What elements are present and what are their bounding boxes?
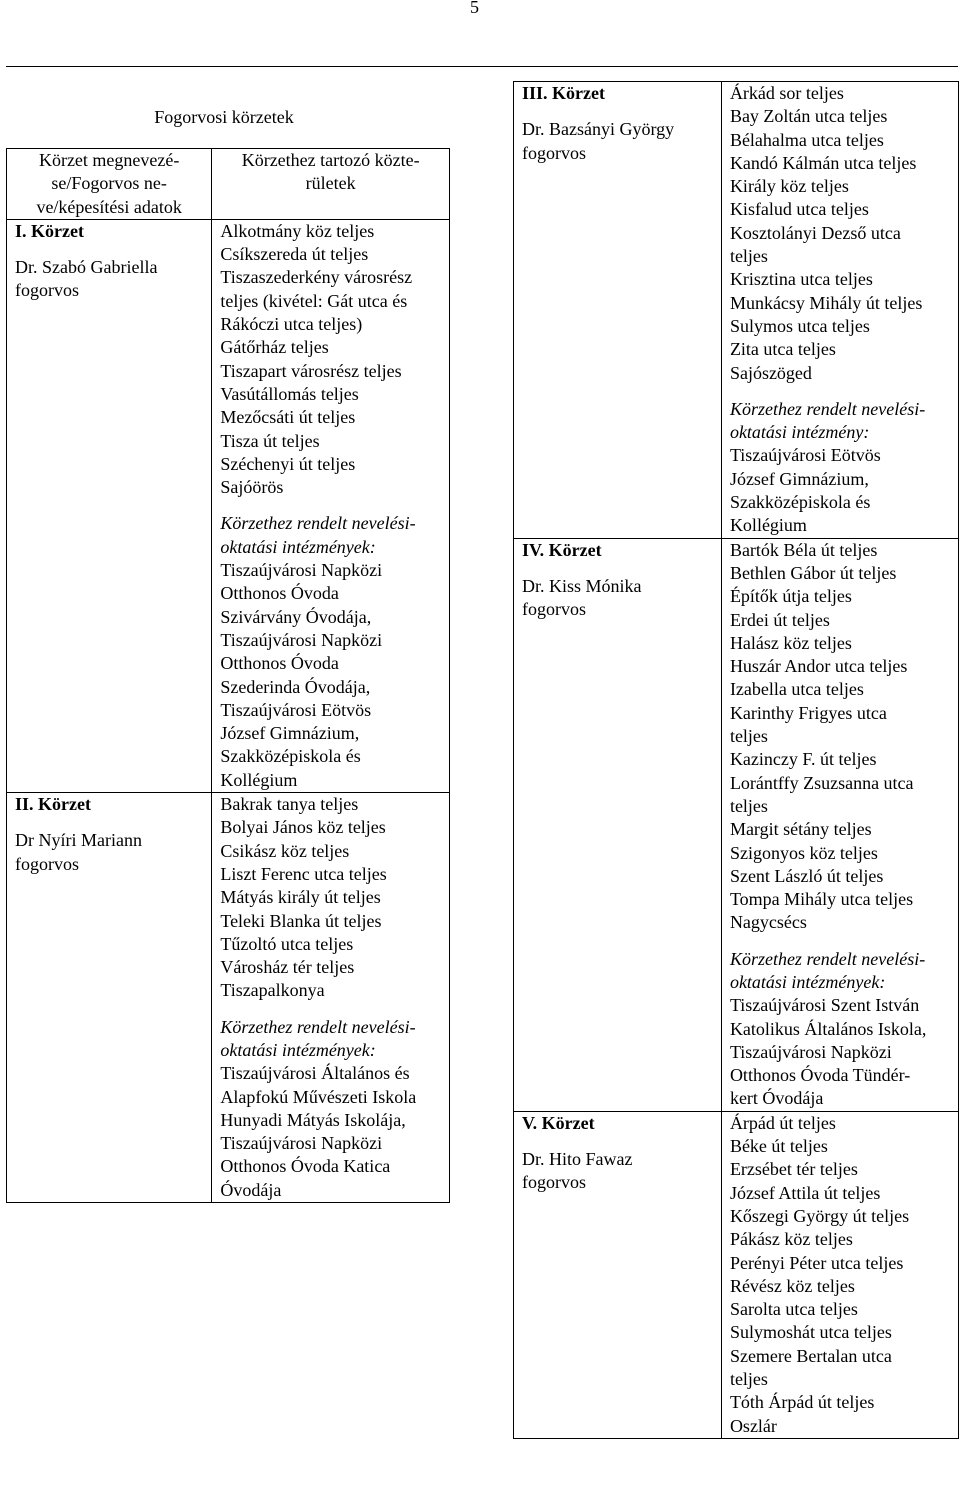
street-item: Városház tér teljes (220, 957, 355, 978)
district-streets-cell (212, 793, 450, 1203)
institution-item: József Gimnázium, (729, 468, 869, 489)
header-line: Körzet megnevezé- (38, 150, 180, 170)
doctor-role: fogorvos (15, 280, 79, 301)
street-item: Csikász köz teljes (220, 840, 350, 861)
street-item: Kosztolányi Dezső utca (729, 222, 901, 243)
institution-item: kert Óvodája (729, 1088, 824, 1109)
district-name: I. Körzet (15, 220, 84, 241)
header-line: se/Fogorvos ne- (51, 173, 167, 194)
street-item: Béke út teljes (729, 1136, 828, 1157)
street-item: Bethlen Gábor út teljes (729, 562, 897, 583)
street-item: teljes (729, 246, 768, 267)
institution-item: Tiszaújvárosi Eötvös (729, 445, 881, 466)
institution-item: Tiszaújvárosi Általános és (220, 1063, 410, 1084)
institution-item: Szakközépiskola és (729, 492, 871, 513)
street-item: Tűzoltó utca teljes (220, 933, 354, 954)
district-streets-cell (721, 82, 958, 539)
header-streets-cell (212, 149, 450, 220)
institutions-label: oktatási intézmények: (729, 971, 886, 992)
district-name: V. Körzet (522, 1112, 595, 1133)
street-item: Széchenyi út teljes (220, 453, 356, 474)
district-info-cell (514, 538, 722, 1111)
institution-item: Szivárvány Óvodája, (220, 606, 372, 627)
institution-item: Szakközépiskola és (220, 746, 361, 767)
street-item: teljes (729, 1369, 768, 1390)
doctor-name: Dr. Szabó Gabriella (15, 257, 158, 278)
street-item: Szigonyos köz teljes (729, 842, 878, 863)
institutions-label: Körzethez rendelt nevelési- (220, 1016, 416, 1037)
institution-item: Kollégium (220, 769, 298, 790)
street-item: Krisztina utca teljes (729, 269, 873, 290)
spacer (730, 385, 958, 398)
street-item: Mátyás király út teljes (220, 887, 381, 908)
street-item: Halász köz teljes (729, 632, 852, 653)
street-item: Mezőcsáti út teljes (220, 407, 356, 428)
institution-item: Otthonos Óvoda (220, 583, 339, 604)
table-caption: Fogorvosi körzetek (154, 107, 294, 127)
street-item: Szemere Bertalan utca (729, 1345, 892, 1366)
street-item: Karinthy Frigyes utca (729, 702, 887, 723)
district-row (514, 1111, 959, 1438)
street-item: Tóth Árpád út teljes (729, 1392, 875, 1413)
street-item: Tiszapalkonya (220, 980, 325, 1001)
street-item: Tompa Mihály utca teljes (729, 889, 914, 910)
street-item: Kisfalud utca teljes (729, 199, 869, 220)
institution-item: Óvodája (220, 1179, 282, 1200)
institution-item: Tiszaújvárosi Napközi (220, 1133, 383, 1154)
street-item: Erzsébet tér teljes (729, 1159, 858, 1180)
table-header-row (7, 149, 450, 220)
street-item: Bartók Béla út teljes (729, 539, 878, 560)
spacer (730, 935, 958, 948)
street-item: Lorántffy Zsuzsanna utca (729, 772, 914, 793)
district-info-cell (7, 793, 212, 1203)
street-item: Liszt Ferenc utca teljes (220, 863, 387, 884)
institution-item: Hunyadi Mátyás Iskolája, (220, 1109, 406, 1130)
institutions-label: oktatási intézmény: (729, 422, 870, 443)
street-item: Oszlár (729, 1415, 777, 1436)
left-district-table (6, 148, 450, 1203)
street-item: Szent László út teljes (729, 865, 884, 886)
doctor-name: Dr Nyíri Mariann (15, 830, 142, 851)
doctor-name: Dr. Hito Fawaz (522, 1149, 633, 1170)
district-streets-cell (721, 1111, 958, 1438)
district-row (7, 793, 450, 1203)
doctor-role: fogorvos (522, 1172, 586, 1193)
street-item: Vasútállomás teljes (220, 383, 359, 404)
street-item: Erdei út teljes (729, 609, 830, 630)
street-item: teljes (729, 726, 768, 747)
spacer (522, 105, 721, 118)
street-item: József Attila út teljes (729, 1182, 881, 1203)
district-info-cell (514, 82, 722, 539)
institutions-label: Körzethez rendelt nevelési- (729, 398, 926, 419)
street-item: Nagycsécs (729, 912, 807, 933)
institution-item: Otthonos Óvoda (220, 653, 339, 674)
street-item: Árpád út teljes (729, 1112, 836, 1133)
district-info-cell (7, 219, 212, 792)
district-name: III. Körzet (522, 83, 605, 103)
doctor-role: fogorvos (522, 599, 586, 620)
header-rule (6, 66, 958, 67)
doctor-name: Dr. Kiss Mónika (522, 575, 642, 596)
header-line: rületek (305, 173, 356, 194)
street-item: Építők útja teljes (729, 586, 852, 607)
street-item: Csíkszereda út teljes (220, 244, 369, 265)
district-row (7, 219, 450, 792)
district-row (514, 538, 959, 1111)
street-item: Pákász köz teljes (729, 1229, 853, 1250)
street-item: Huszár Andor utca teljes (729, 656, 908, 677)
institution-item: Tiszaújvárosi Napközi (220, 560, 383, 581)
institution-item: Szederinda Óvodája, (220, 676, 371, 697)
page-number: 5 (470, 0, 479, 17)
street-item: Tisza út teljes (220, 430, 320, 451)
street-item: Alkotmány köz teljes (220, 220, 375, 241)
header-line: ve/képesítési adatok (36, 196, 182, 217)
institution-item: Tiszaújvárosi Napközi (220, 629, 383, 650)
street-item: Király köz teljes (729, 176, 849, 197)
street-item: Munkácsy Mihály út teljes (729, 292, 923, 313)
street-item: Tiszapart városrész teljes (220, 360, 402, 381)
header-district-cell (7, 149, 212, 220)
street-item: Sulymos utca teljes (729, 315, 870, 336)
street-item: Kőszegi György út teljes (729, 1205, 910, 1226)
district-info-cell (514, 1111, 722, 1438)
street-item: Sajószöged (729, 362, 812, 383)
institution-item: Katolikus Általános Iskola, (729, 1018, 927, 1039)
district-name: IV. Körzet (522, 539, 602, 560)
street-item: Sajóörös (220, 477, 284, 498)
spacer (522, 1135, 721, 1148)
district-streets-cell (721, 538, 958, 1111)
street-item: Árkád sor teljes (729, 83, 844, 103)
street-item: Révész köz teljes (729, 1275, 855, 1296)
street-item: teljes (kivétel: Gát utca és (220, 290, 408, 311)
spacer (15, 816, 211, 829)
street-item: Tiszaszederkény városrész (220, 267, 413, 288)
street-item: Kazinczy F. út teljes (729, 749, 877, 770)
institutions-label: oktatási intézmények: (220, 536, 376, 557)
doctor-role: fogorvos (522, 142, 586, 163)
street-item: Bélahalma utca teljes (729, 129, 884, 150)
doctor-name: Dr. Bazsányi György (522, 119, 675, 140)
street-item: Margit sétány teljes (729, 819, 872, 840)
institution-item: Tiszaújvárosi Szent István (729, 995, 920, 1016)
institutions-label: oktatási intézmények: (220, 1039, 376, 1060)
institution-item: Tiszaújvárosi Napközi (729, 1041, 892, 1062)
district-row (514, 82, 959, 539)
right-district-table (513, 81, 959, 1439)
street-item: Zita utca teljes (729, 339, 836, 360)
street-item: Sulymoshát utca teljes (729, 1322, 892, 1343)
district-name: II. Körzet (15, 794, 91, 815)
doctor-role: fogorvos (15, 853, 79, 874)
institution-item: Alapfokú Művészeti Iskola (220, 1086, 417, 1107)
street-item: Bakrak tanya teljes (220, 794, 359, 815)
street-item: Teleki Blanka út teljes (220, 910, 382, 931)
spacer (220, 499, 449, 512)
street-item: Izabella utca teljes (729, 679, 864, 700)
institutions-label: Körzethez rendelt nevelési- (220, 513, 416, 534)
street-item: Sarolta utca teljes (729, 1299, 858, 1320)
institutions-label: Körzethez rendelt nevelési- (729, 948, 926, 969)
spacer (15, 243, 211, 256)
institution-item: Kollégium (729, 515, 807, 536)
institution-item: Tiszaújvárosi Eötvös (220, 699, 372, 720)
institution-item: Otthonos Óvoda Tündér- (729, 1065, 911, 1086)
street-item: teljes (729, 795, 768, 816)
spacer (220, 1003, 449, 1016)
street-item: Kandó Kálmán utca teljes (729, 152, 917, 173)
street-item: Perényi Péter utca teljes (729, 1252, 904, 1273)
district-streets-cell (212, 219, 450, 792)
street-item: Bolyai János köz teljes (220, 817, 386, 838)
institution-item: József Gimnázium, (220, 723, 360, 744)
street-item: Bay Zoltán utca teljes (729, 106, 888, 127)
street-item: Gátőrház teljes (220, 337, 329, 358)
street-item: Rákóczi utca teljes) (220, 314, 363, 335)
spacer (522, 562, 721, 575)
header-line: Körzethez tartozó közte- (241, 150, 420, 170)
institution-item: Otthonos Óvoda Katica (220, 1156, 391, 1177)
